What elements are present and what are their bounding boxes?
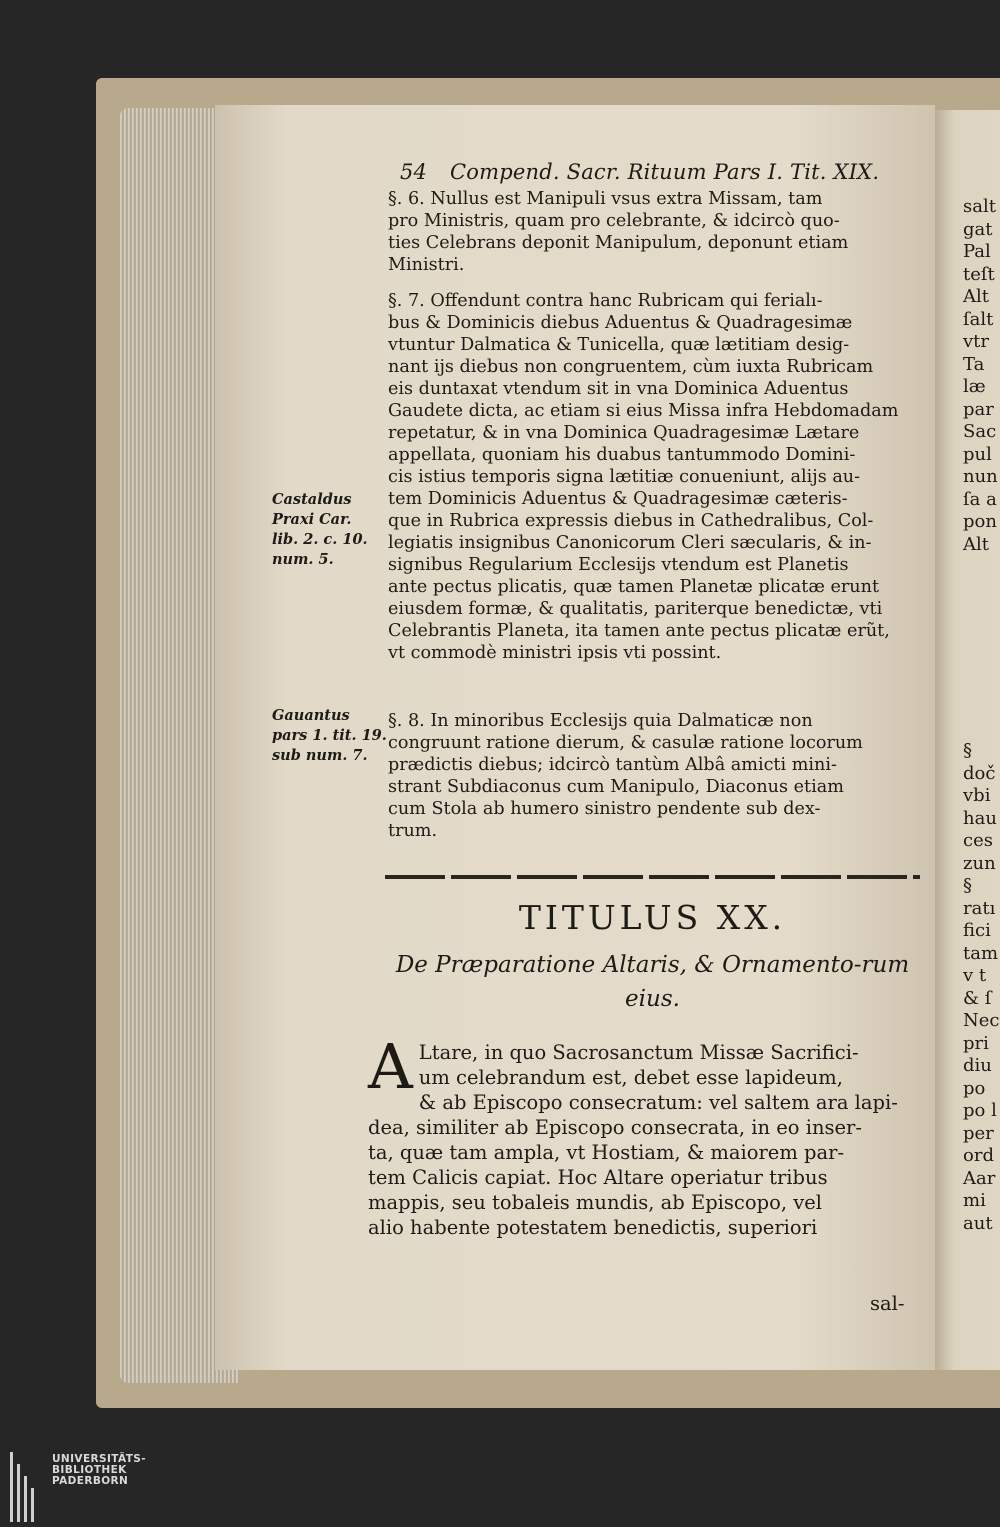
text-line: bus & Dominicis diebus Aduentus & Quadragesimæ <box>388 313 853 333</box>
text-line: um celebrandum est, debet esse lapideum, <box>418 1066 843 1089</box>
text-line: rum eius. <box>625 952 910 1012</box>
paragraph-6 <box>388 188 930 276</box>
fragment-line: ratı <box>963 897 996 919</box>
text-line: dea, similiter ab Episcopo consecrata, in eo inser- <box>368 1116 862 1139</box>
fragment-line: aut <box>963 1212 993 1234</box>
fragment-line: pul <box>963 443 992 465</box>
fragment-line: diu <box>963 1055 992 1076</box>
fragment-line: ſalt <box>963 308 994 330</box>
text-line: Gaudete dicta, ac etiam si eius Missa infra Hebdomadam <box>388 401 899 421</box>
fragment-line: vtr <box>963 331 990 352</box>
fragment-line: po <box>963 1077 986 1099</box>
fragment-line: par <box>963 398 994 420</box>
text-line: & ab Episcopo consecratum: vel saltem ara lapi- <box>418 1091 898 1114</box>
library-logo-icon <box>8 1452 42 1522</box>
text-line: eis duntaxat vtendum sit in vna Dominica Aduentus <box>388 379 849 399</box>
fragment-line: doč <box>963 762 996 784</box>
fragment-line: mi <box>963 1190 986 1211</box>
running-title: Compend. Sacr. Rituum Pars I. Tit. XIX. <box>450 160 880 184</box>
text-line: Gauantus <box>272 707 350 724</box>
body-text <box>368 1030 908 1240</box>
footer-bar <box>0 1420 1000 1527</box>
text-line: prædictis diebus; idcircò tantùm Albâ amicti mini- <box>388 755 837 775</box>
text-line: legiatis insignibus Canonicorum Cleri sæcularis, & in- <box>388 533 872 553</box>
text-line: pro Ministris, quam pro celebrante, & idcircò quo- <box>388 211 840 231</box>
text-line: §. 8. In minoribus Ecclesijs quia Dalmaticæ non <box>388 711 813 731</box>
text-line: eiusdem formæ, & qualitatis, pariterque benedictæ, vti <box>388 599 883 619</box>
fragment-line: tam <box>963 942 999 964</box>
fragment-line: pon <box>963 511 997 532</box>
text-line: strant Subdiaconus cum Manipulo, Diaconus etiam <box>388 777 844 797</box>
text-line: PADERBORN <box>52 1475 129 1487</box>
fragment-line: ord <box>963 1145 994 1166</box>
fragment-line: Nec <box>963 1010 1000 1031</box>
fragment-line: Pal <box>963 241 991 262</box>
text-line: cis istius temporis signa lætitiæ conueniunt, alijs au- <box>388 467 861 487</box>
fragment-line: fici <box>963 920 991 941</box>
fragment-line: vbi <box>963 785 991 806</box>
paragraph-8 <box>388 710 930 842</box>
fragment-line: v t <box>963 965 987 986</box>
text-line: nant ijs diebus non congruentem, cùm iuxta Rubricam <box>388 357 874 377</box>
margin-note-gauantus <box>272 706 387 766</box>
text-line: congruunt ratione dierum, & casulæ ratione locorum <box>388 733 863 753</box>
fragment-line: Aar <box>963 1167 996 1189</box>
fragment-line: per <box>963 1122 994 1144</box>
text-line: ta, quæ tam ampla, vt Hostiam, & maiorem par- <box>368 1141 845 1164</box>
fragment-line: ſa a <box>963 488 997 510</box>
text-line: trum. <box>388 821 438 841</box>
section-title: TITULUS XX. <box>518 898 787 937</box>
running-header <box>400 160 900 184</box>
text-line: pars 1. tit. 19. <box>272 727 387 744</box>
section-divider <box>385 875 920 879</box>
text-line: tem Calicis capiat. Hoc Altare operiatur tribus <box>368 1166 828 1189</box>
text-line: Ministri. <box>388 255 465 275</box>
right-page-top-text <box>935 196 1000 556</box>
fragment-line: læ <box>963 376 986 397</box>
text-line: alio habente potestatem benedictis, superiori <box>368 1216 818 1239</box>
text-line: De Præparatione Altaris, & Ornamento- <box>395 952 862 978</box>
text-line: repetatur, & in vna Dominica Quadragesimæ Lætare <box>388 423 860 443</box>
fragment-line: salt <box>963 196 996 217</box>
fragment-line: ces <box>963 830 993 851</box>
text-line: tem Dominicis Aduentus & Quadragesimæ cæteris- <box>388 489 848 509</box>
drop-cap: A <box>368 1030 413 1103</box>
text-line: ante pectus plicatis, quæ tamen Planetæ plicatæ erunt <box>388 577 880 597</box>
fragment-line: gat <box>963 218 993 240</box>
text-line: Ltare, in quo Sacrosanctum Missæ Sacrifici- <box>418 1041 859 1064</box>
text-line: sub num. 7. <box>272 747 368 764</box>
fragment-line: zun <box>963 852 996 874</box>
fragment-line: § <box>963 875 972 896</box>
page-number: 54 <box>400 160 428 184</box>
fragment-line: § <box>963 740 972 761</box>
text-line: mappis, seu tobaleis mundis, ab Episcopo, vel <box>368 1191 823 1214</box>
right-page-bottom-text <box>935 740 1000 1235</box>
text-line: §. 7. Offendunt contra hanc Rubricam qui ferialı- <box>388 291 823 311</box>
paragraph-7 <box>388 290 930 664</box>
catchword: sal- <box>870 1292 905 1315</box>
text-line: num. 5. <box>272 551 334 568</box>
text-line: lib. 2. c. 10. <box>272 531 368 548</box>
text-line: ties Celebrans deponit Manipulum, deponunt etiam <box>388 233 849 253</box>
text-line: Praxi Car. <box>272 511 352 528</box>
text-line: vt commodè ministri ipsis vti possint. <box>388 643 722 663</box>
margin-note-castaldus <box>272 490 382 570</box>
text-line: UNIVERSITÄTS- <box>52 1453 147 1465</box>
text-line: Castaldus <box>272 491 352 508</box>
fragment-line: po l <box>963 1100 997 1121</box>
text-line: signibus Regularium Ecclesijs vtendum est Planetis <box>388 555 849 575</box>
text-line: Celebrantis Planeta, ita tamen ante pectus plicatæ erũt, <box>388 621 890 641</box>
fragment-line: Sac <box>963 421 997 442</box>
fragment-line: Alt <box>963 533 989 555</box>
fragment-line: Ta <box>963 353 985 375</box>
fragment-line: hau <box>963 807 997 829</box>
text-line: que in Rubrica expressis diebus in Cathedralibus, Col- <box>388 511 874 531</box>
text-line: cum Stola ab humero sinistro pendente sub dex- <box>388 799 821 819</box>
fragment-line: & ſ <box>963 987 992 1009</box>
text-line: appellata, quoniam his duabus tantummodo Domini- <box>388 445 856 465</box>
text-line: vtuntur Dalmatica & Tunicella, quæ lætitiam desig- <box>388 335 850 355</box>
right-page-fragment <box>935 110 1000 1370</box>
text-line: BIBLIOTHEK <box>52 1464 127 1476</box>
fragment-line: pri <box>963 1032 989 1054</box>
body-lines <box>368 1030 908 1240</box>
fragment-line: teſt <box>963 263 995 285</box>
section-subtitle <box>385 948 920 1016</box>
fragment-line: Alt <box>963 286 989 307</box>
text-line: §. 6. Nullus est Manipuli vsus extra Missam, tam <box>388 189 823 209</box>
fragment-line: nun <box>963 466 998 487</box>
library-logo-text <box>52 1454 146 1487</box>
